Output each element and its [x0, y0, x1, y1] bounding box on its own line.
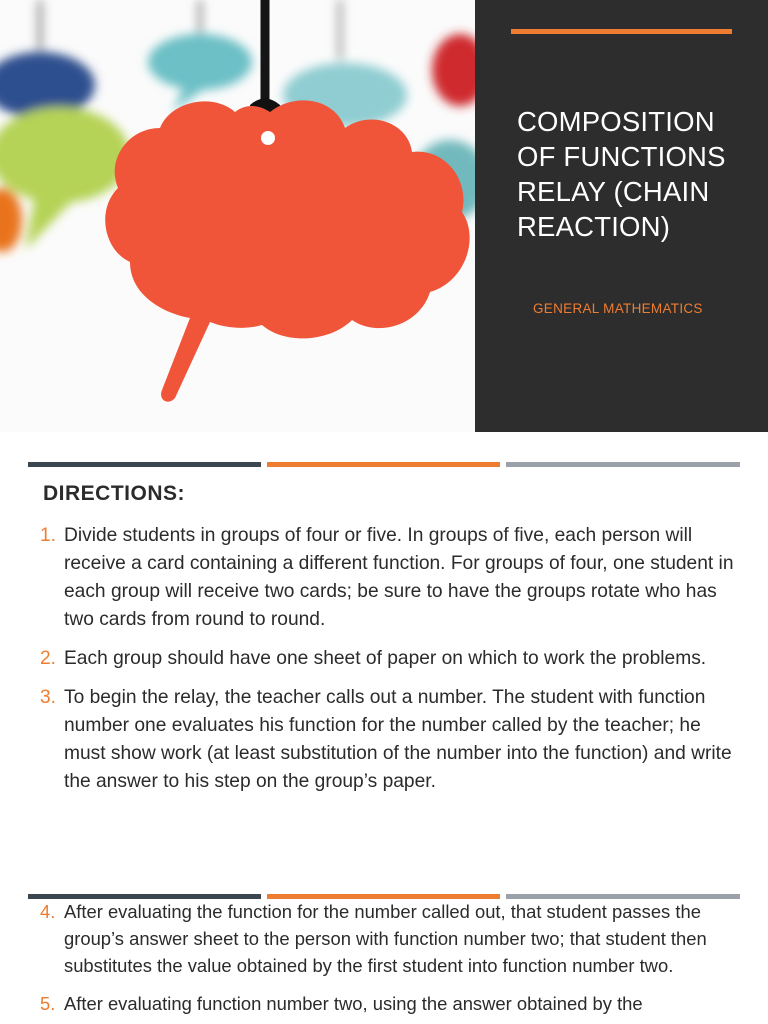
step-text: To begin the relay, the teacher calls out a number. The student with function number one evaluates his function for the number called by the teacher; he must show work (at least substitution of the number into the function) and write the answer to his step on the group’s paper. — [64, 687, 732, 792]
directions-list — [40, 522, 740, 796]
step-text: Divide students in groups of four or five. In groups of five, each person will receive a card containing a different function. For groups of four, one student in each group will receive two cards; be sure to have the groups rotate who has two cards from round to round. — [64, 525, 734, 630]
step-text: After evaluating the function for the number called out, that student passes the group’s answer sheet to the person with function number two; that student then substitutes the value obtained by the first student into function number two. — [64, 901, 707, 976]
step-number: 5. — [40, 993, 56, 1014]
step-number: 3. — [40, 687, 57, 708]
section-divider — [28, 462, 740, 468]
hero-image — [0, 0, 475, 432]
list-item — [40, 645, 740, 673]
slide-title: COMPOSITION OF FUNCTIONS RELAY (CHAIN REACTION) — [517, 106, 726, 242]
step-number: 2. — [40, 648, 57, 669]
step-text: After evaluating function number two, using the answer obtained by the — [64, 993, 643, 1014]
step-text: Each group should have one sheet of paper on which to work the problems. — [64, 648, 707, 669]
directions-list-continued — [40, 898, 740, 1017]
title-accent-bar — [511, 29, 732, 34]
list-item — [40, 898, 740, 979]
title-slide — [0, 0, 768, 432]
title-panel — [475, 0, 768, 432]
directions-heading: DIRECTIONS: — [43, 482, 185, 505]
step-number: 4. — [40, 901, 56, 922]
step-number: 1. — [40, 525, 57, 546]
list-item — [40, 990, 740, 1017]
slide-subtitle: GENERAL MATHEMATICS — [533, 301, 703, 316]
list-item — [40, 684, 740, 796]
list-item — [40, 522, 740, 634]
